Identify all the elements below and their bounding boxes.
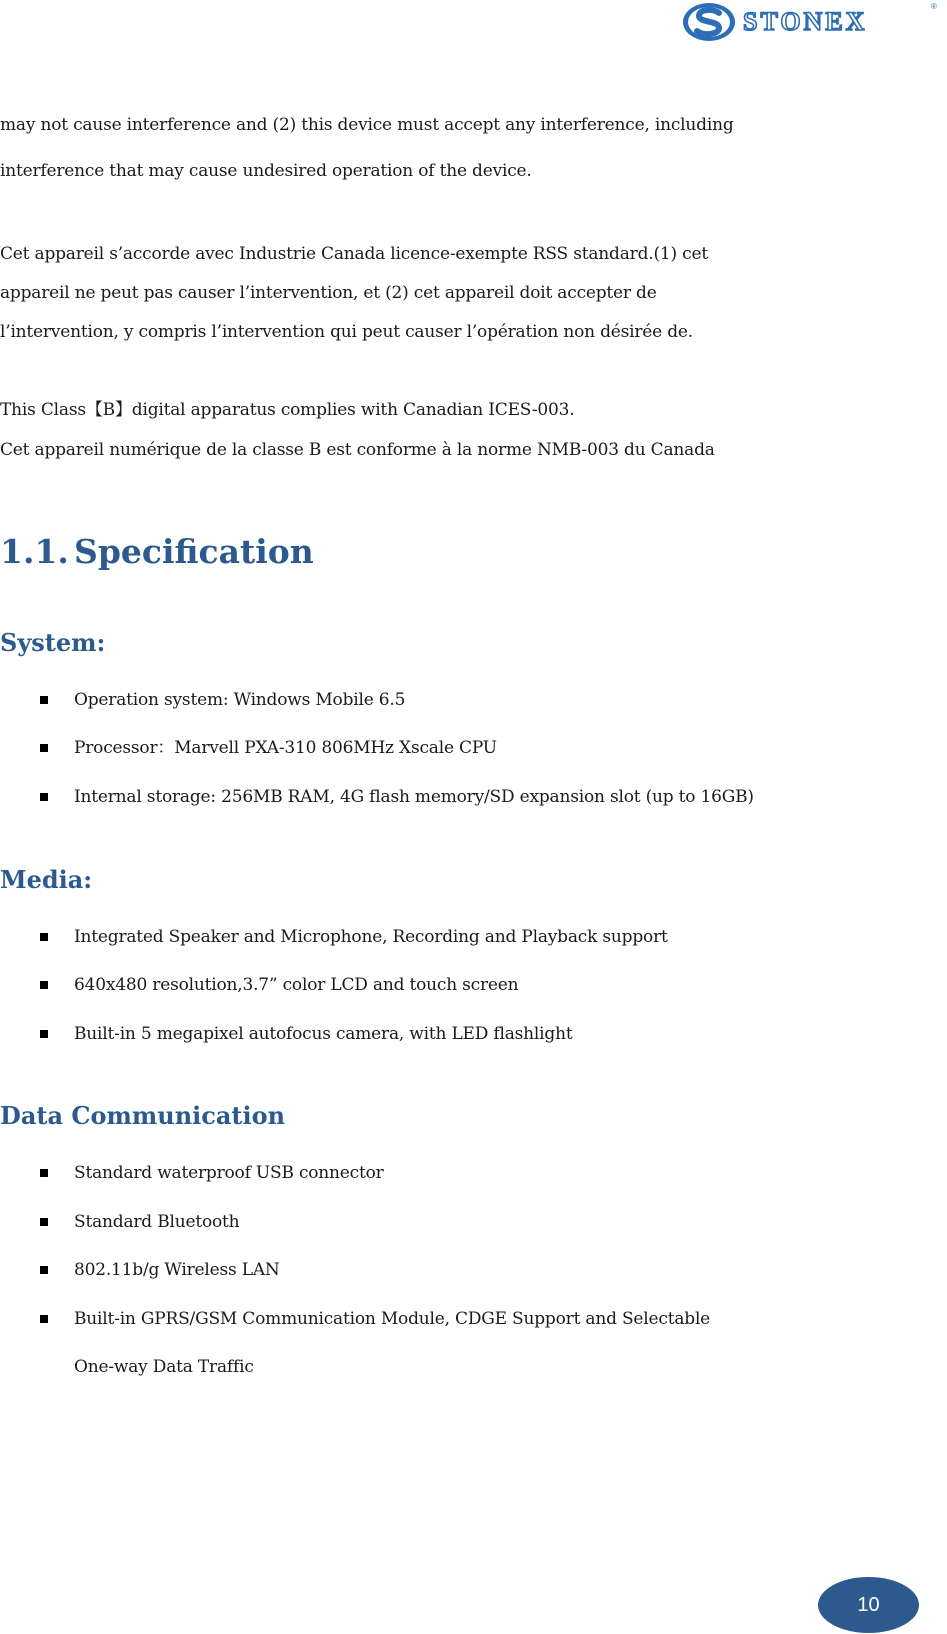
bullet-square-icon [40, 1218, 48, 1226]
list-item-text: Standard waterproof USB connector [74, 1163, 384, 1183]
list-item-text: One-way Data Traffic [74, 1357, 254, 1377]
list-item-text: 802.11b/g Wireless LAN [74, 1260, 280, 1280]
bullet-square-icon [40, 1169, 48, 1177]
body-text-line: appareil ne peut pas causer l’intervention, et (2) cet appareil doit accepter de [0, 283, 657, 303]
data-communication-heading: Data Communication [0, 1101, 286, 1130]
bullet-square-icon [40, 696, 48, 704]
bullet-square-icon [40, 744, 48, 752]
bullet-square-icon [40, 1315, 48, 1323]
list-item-text: Built-in GPRS/GSM Communication Module, CDGE Support and Selectable [74, 1309, 711, 1329]
svg-text:STONEX: STONEX [743, 7, 868, 36]
body-text-line: l’intervention, y compris l’intervention qui peut causer l’opération non désirée de. [0, 322, 693, 342]
svg-text:®: ® [931, 2, 937, 11]
page-number-badge: 10 [818, 1577, 919, 1633]
body-text-line: This Class【B】digital apparatus complies with Canadian ICES-003. [0, 400, 575, 420]
media-heading: Media: [0, 865, 93, 894]
list-item-text: Operation system: Windows Mobile 6.5 [74, 690, 406, 710]
section-title: Specification [74, 532, 314, 571]
list-item-text: 640x480 resolution,3.7” color LCD and touch screen [74, 975, 519, 995]
body-text-line: Cet appareil s’accorde avec Industrie Canada licence-exempte RSS standard.(1) cet [0, 244, 708, 264]
bullet-square-icon [40, 933, 48, 941]
bullet-square-icon [40, 1030, 48, 1038]
list-item-text: Integrated Speaker and Microphone, Recording and Playback support [74, 927, 668, 947]
stonex-logo [679, 0, 941, 46]
body-text-line: Cet appareil numérique de la classe B est conforme à la norme NMB-003 du Canada [0, 440, 715, 460]
list-item-text: Standard Bluetooth [74, 1212, 240, 1232]
bullet-square-icon [40, 1266, 48, 1274]
list-item-text: Internal storage: 256MB RAM, 4G flash memory/SD expansion slot (up to 16GB) [74, 787, 754, 807]
body-text-line: may not cause interference and (2) this device must accept any interference, including [0, 115, 734, 135]
system-heading: System: [0, 628, 106, 657]
body-text-line: interference that may cause undesired operation of the device. [0, 161, 532, 181]
list-item-text: Processor：Marvell PXA-310 806MHz Xscale CPU [74, 738, 497, 758]
section-number: 1.1. [0, 532, 69, 571]
bullet-square-icon [40, 793, 48, 801]
bullet-square-icon [40, 981, 48, 989]
section-heading [0, 532, 314, 572]
list-item-text: Built-in 5 megapixel autofocus camera, with LED flashlight [74, 1024, 573, 1044]
